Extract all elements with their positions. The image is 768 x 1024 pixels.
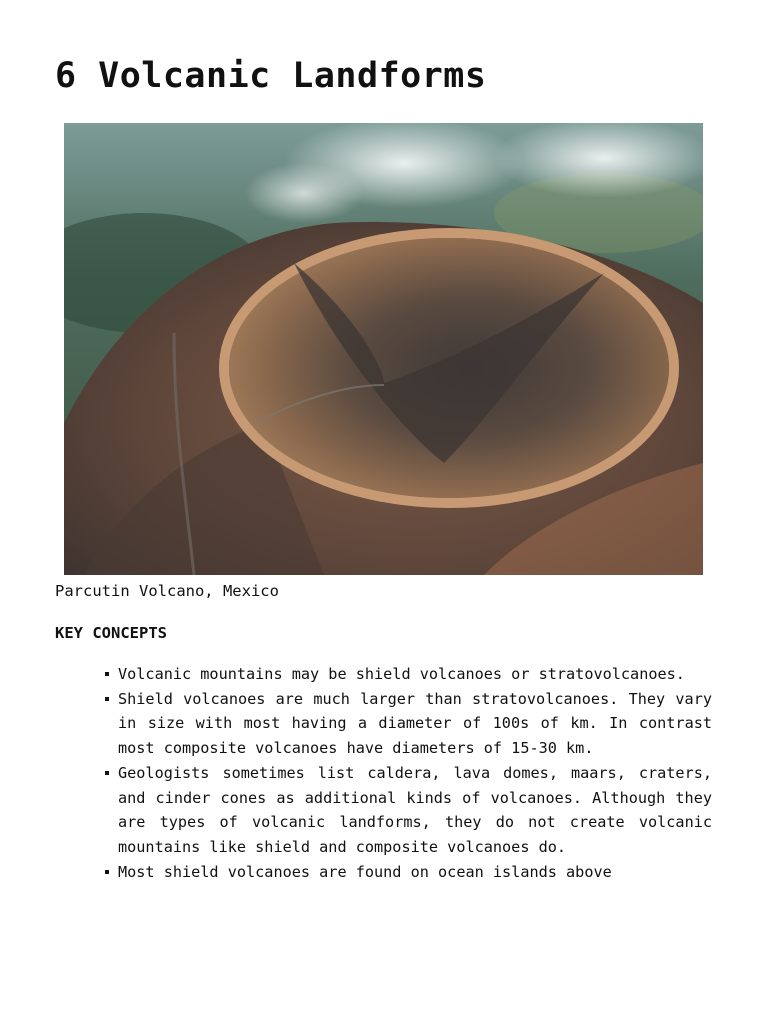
list-item-text: Volcanic mountains may be shield volcanoes or stratovolcanoes. — [118, 665, 685, 683]
key-concepts-list — [118, 662, 712, 884]
list-item-text: Most shield volcanoes are found on ocean islands above — [118, 862, 612, 881]
bullet-icon — [105, 672, 109, 676]
bullet-icon — [105, 870, 109, 874]
list-item — [118, 687, 712, 761]
list-item-text: Geologists sometimes list caldera, lava domes, maars, craters, and cinder cones as additional kinds of volcanoes. Although they are types of volcanic landforms, they do not create volcanic mountains like shield and composite volcanoes do. — [118, 763, 712, 856]
key-concepts-heading: KEY CONCEPTS — [55, 624, 167, 642]
page-title: 6 Volcanic Landforms — [55, 56, 487, 96]
bullet-icon — [105, 771, 109, 775]
bullet-icon — [105, 697, 109, 701]
list-item — [118, 860, 712, 885]
list-item — [118, 662, 712, 687]
list-item — [118, 761, 712, 860]
photo-caption: Parcutin Volcano, Mexico — [55, 582, 279, 600]
list-item-text: Shield volcanoes are much larger than stratovolcanoes. They vary in size with most having a diameter of 100s of km. In contrast most composite volcanoes have diameters of 15-30 km. — [118, 689, 712, 758]
volcano-photo — [64, 123, 703, 575]
